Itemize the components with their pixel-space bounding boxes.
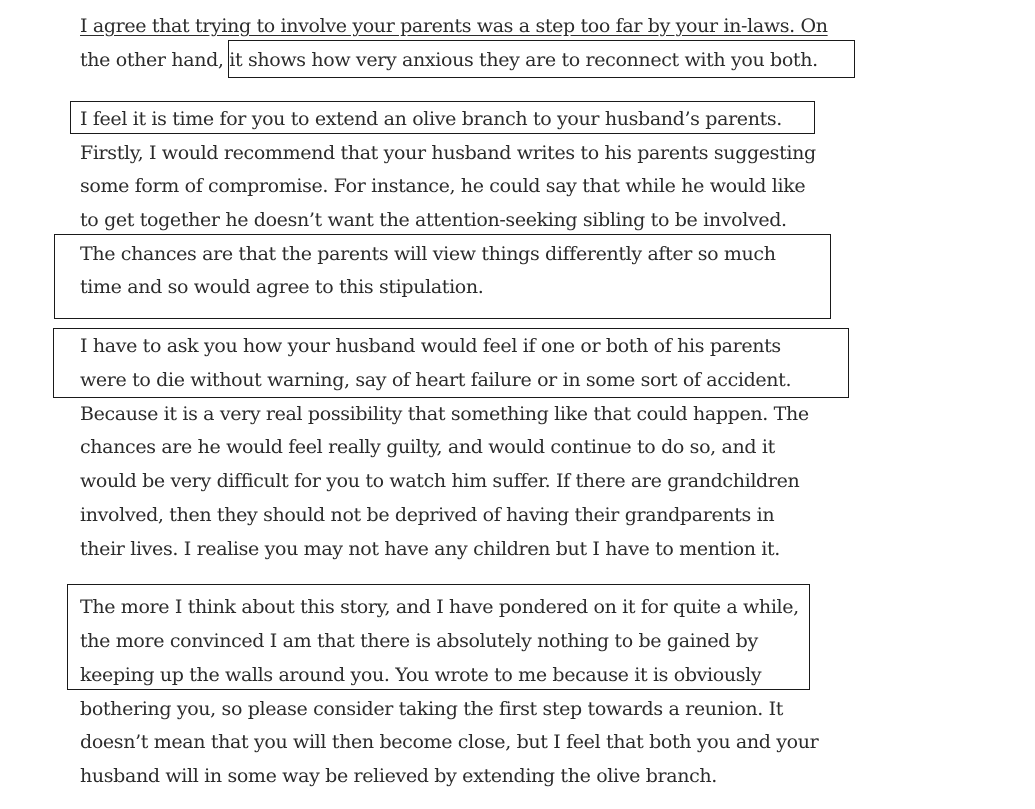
paragraph-4-line-5: doesn’t mean that you will then become close, but I feel that both you and your [80,731,819,753]
paragraph-2-line-4: to get together he doesn’t want the attention-seeking sibling to be involved. [80,209,787,231]
paragraph-2-line-3: some form of compromise. For instance, he could say that while he would like [80,175,806,197]
paragraph-3-line-2: were to die without warning, say of heart failure or in some sort of accident. [80,369,792,391]
paragraph-2-line-5: The chances are that the parents will view things differently after so much [80,243,776,265]
paragraph-3-line-3: Because it is a very real possibility that something like that could happen. The [80,403,809,425]
paragraph-1-line-2: the other hand, it shows how very anxious they are to reconnect with you both. [80,49,818,71]
paragraph-1-line-1: I agree that trying to involve your parents was a step too far by your in-laws. On [80,15,828,37]
paragraph-2-line-2: Firstly, I would recommend that your husband writes to his parents suggesting [80,142,816,164]
paragraph-4-line-6: husband will in some way be relieved by extending the olive branch. [80,765,717,787]
paragraph-2-line-6: time and so would agree to this stipulation. [80,276,484,298]
paragraph-4-line-4: bothering you, so please consider taking the first step towards a reunion. It [80,698,784,720]
paragraph-3-line-1: I have to ask you how your husband would feel if one or both of his parents [80,335,781,357]
paragraph-3-line-4: chances are he would feel really guilty, and would continue to do so, and it [80,436,775,458]
paragraph-3-line-5: would be very difficult for you to watch him suffer. If there are grandchildren [80,470,800,492]
paragraph-4-line-2: the more convinced I am that there is absolutely nothing to be gained by [80,630,758,652]
paragraph-4-line-1: The more I think about this story, and I have pondered on it for quite a while, [80,596,799,618]
paragraph-4-line-3: keeping up the walls around you. You wrote to me because it is obviously [80,664,762,686]
paragraph-3-line-7: their lives. I realise you may not have any children but I have to mention it. [80,538,780,560]
paragraph-2-line-1: I feel it is time for you to extend an olive branch to your husband’s parents. [80,108,782,130]
paragraph-3-line-6: involved, then they should not be deprived of having their grandparents in [80,504,775,526]
